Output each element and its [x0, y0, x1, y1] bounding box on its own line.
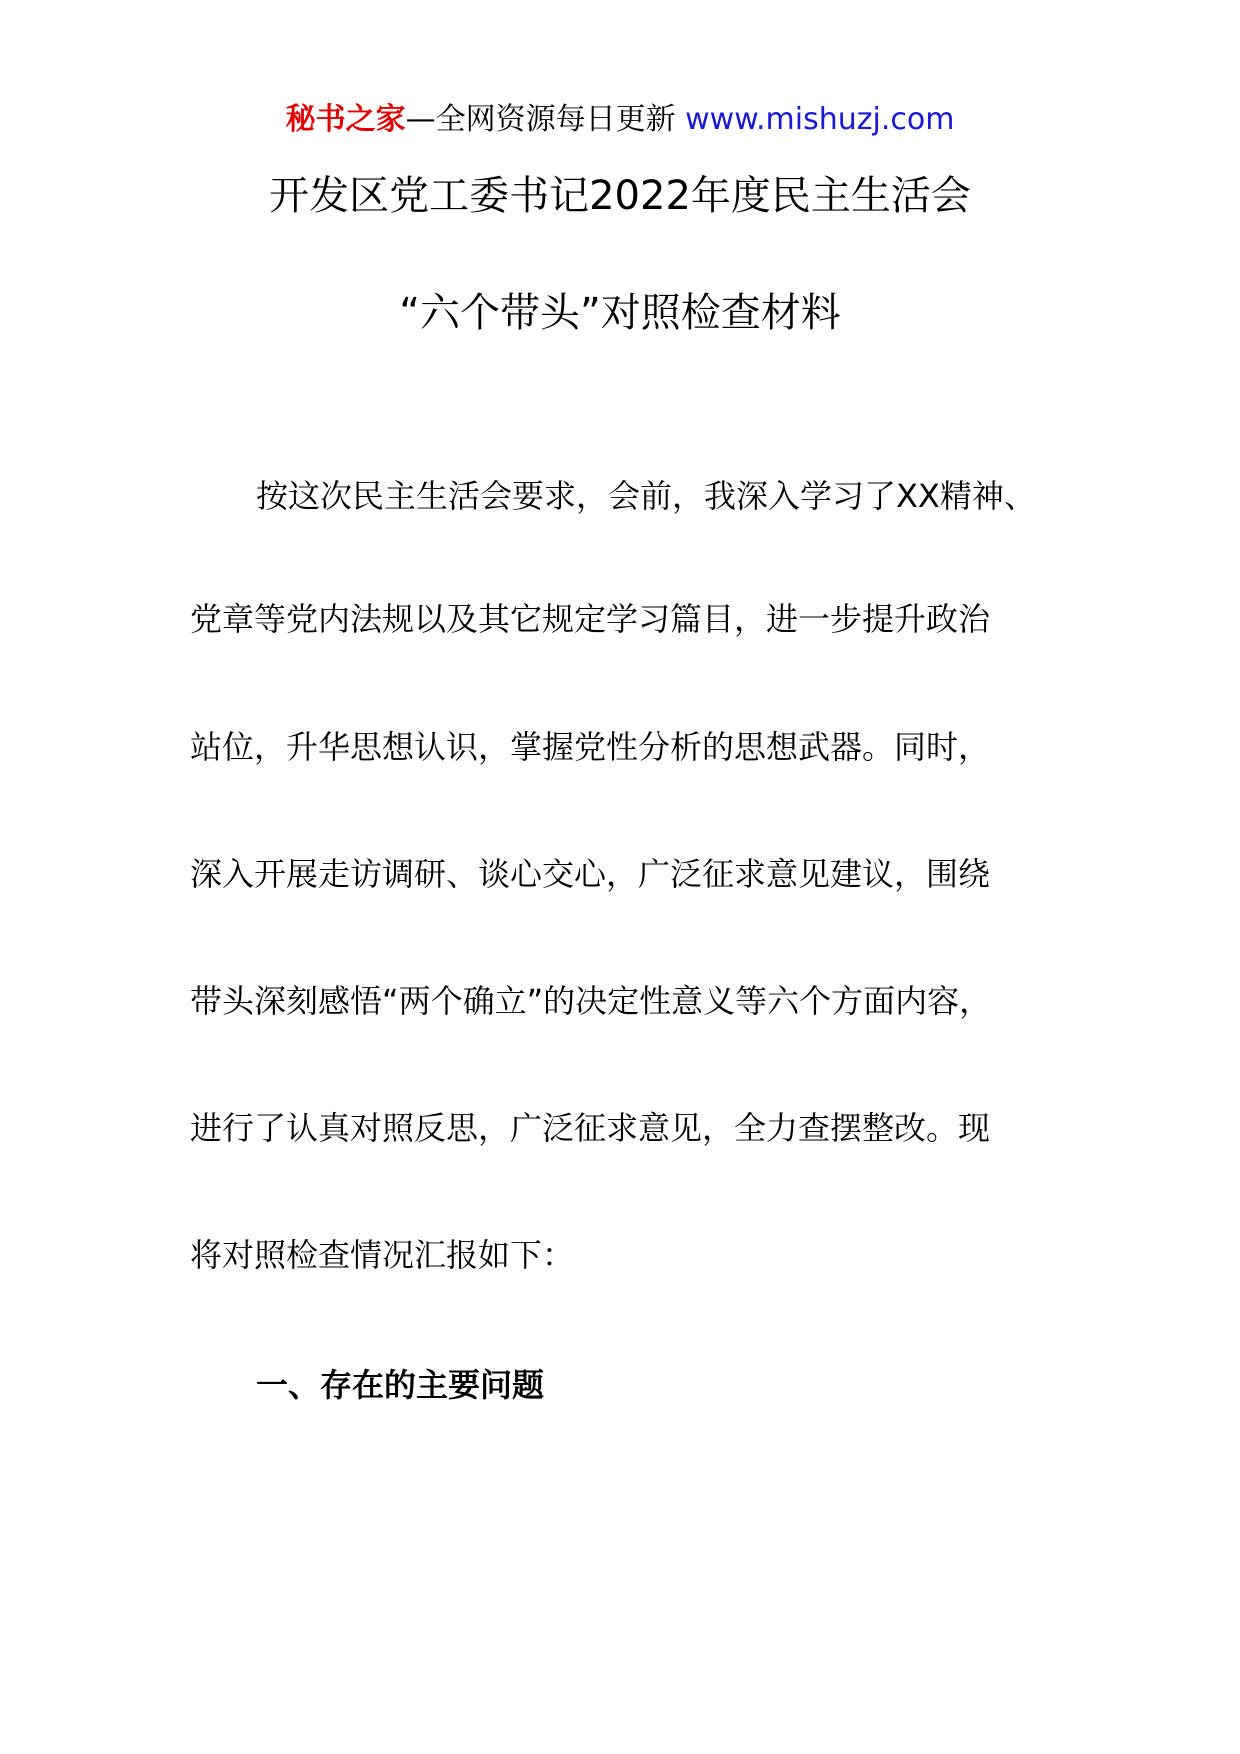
paragraph-line: 深入开展走访调研、谈心交心，广泛征求意见建议，围绕 — [190, 855, 991, 893]
paragraph-line: 党章等党内法规以及其它规定学习篇目，进一步提升政治 — [190, 600, 991, 638]
section-heading: 一、存在的主要问题 — [256, 1366, 545, 1404]
document-title-line-2: “六个带头”对照检查材料 — [399, 290, 841, 336]
paragraph-line: 带头深刻感悟“两个确立”的决定性意义等六个方面内容， — [190, 982, 992, 1020]
site-header — [0, 100, 1240, 140]
site-url-link[interactable]: www.mishuzj.com — [685, 102, 955, 137]
paragraph-line: 进行了认真对照反思，广泛征求意见，全力查摆整改。现 — [190, 1109, 991, 1147]
header-tagline: —全网资源每日更新 — [405, 102, 676, 137]
paragraph-line: 将对照检查情况汇报如下： — [190, 1236, 575, 1274]
document-title-line-1: 开发区党工委书记2022年度民主生活会 — [269, 173, 971, 219]
paragraph-line: 站位，升华思想认识，掌握党性分析的思想武器。同时， — [190, 728, 991, 766]
brand-name: 秘书之家 — [285, 102, 406, 137]
paragraph-line: 按这次民主生活会要求，会前，我深入学习了XX精神、 — [256, 477, 1036, 515]
